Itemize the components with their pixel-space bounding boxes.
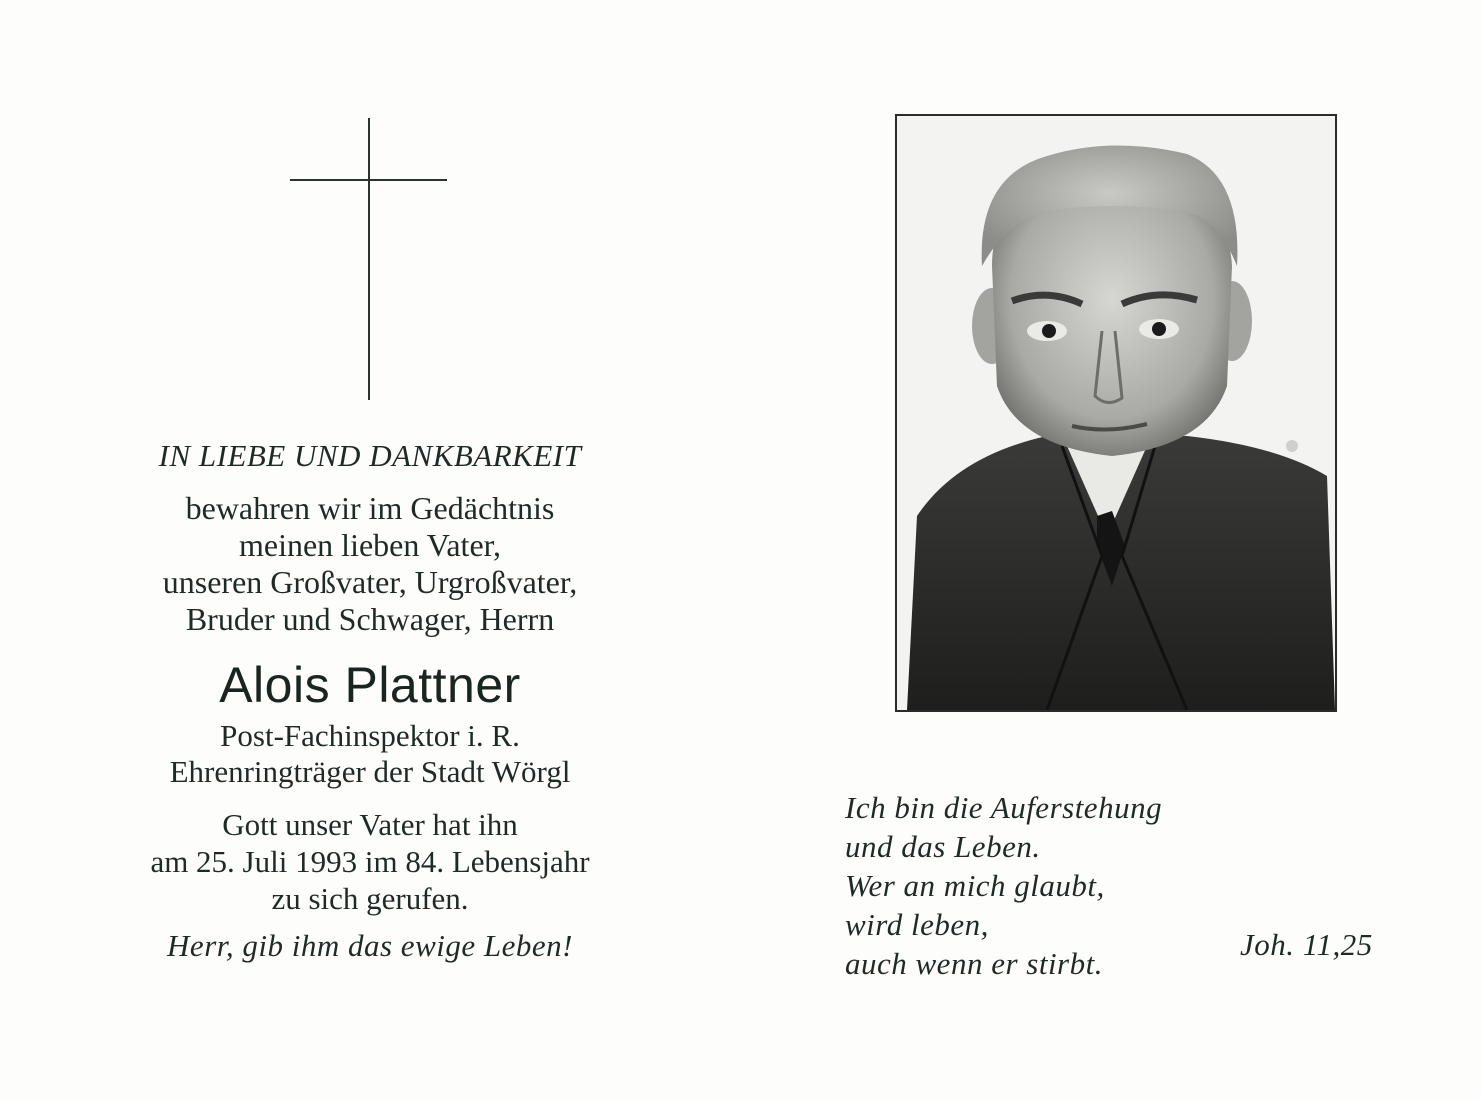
verse-line: Ich bin die Auferstehung [845, 790, 1163, 825]
title-line: Post-Fachinspektor i. R. [220, 718, 520, 753]
passing-text [100, 806, 640, 917]
verse-line: wird leben, [845, 907, 989, 942]
deceased-name: Alois Plattner [219, 657, 521, 713]
intro-line: bewahren wir im Gedächtnis [185, 490, 555, 526]
verse-reference: Joh. 11,25 [1240, 927, 1373, 962]
cross-horizontal-bar [290, 179, 447, 181]
intro-line: unseren Großvater, Urgroßvater, [162, 564, 578, 600]
verse-line: Wer an mich glaubt, [845, 868, 1105, 903]
cross-vertical-bar [368, 118, 370, 400]
intro-text [100, 490, 640, 638]
intro-line: Bruder und Schwager, Herrn [185, 601, 555, 637]
passing-line: am 25. Juli 1993 im 84. Lebensjahr [150, 844, 590, 879]
verse-line: und das Leben. [845, 829, 1041, 864]
card-heading: IN LIEBE UND DANKBARKEIT [158, 438, 582, 473]
prayer-line: Herr, gib ihm das ewige Leben! [167, 928, 573, 963]
title-line: Ehrenringträger der Stadt Wörgl [169, 754, 571, 789]
portrait-photo [895, 114, 1337, 712]
verse-line: auch wenn er stirbt. [845, 946, 1103, 981]
passing-line: zu sich gerufen. [271, 881, 469, 916]
passing-line: Gott unser Vater hat ihn [222, 807, 518, 842]
intro-line: meinen lieben Vater, [238, 527, 502, 563]
deceased-titles [100, 718, 640, 790]
bible-verse [845, 788, 1162, 983]
